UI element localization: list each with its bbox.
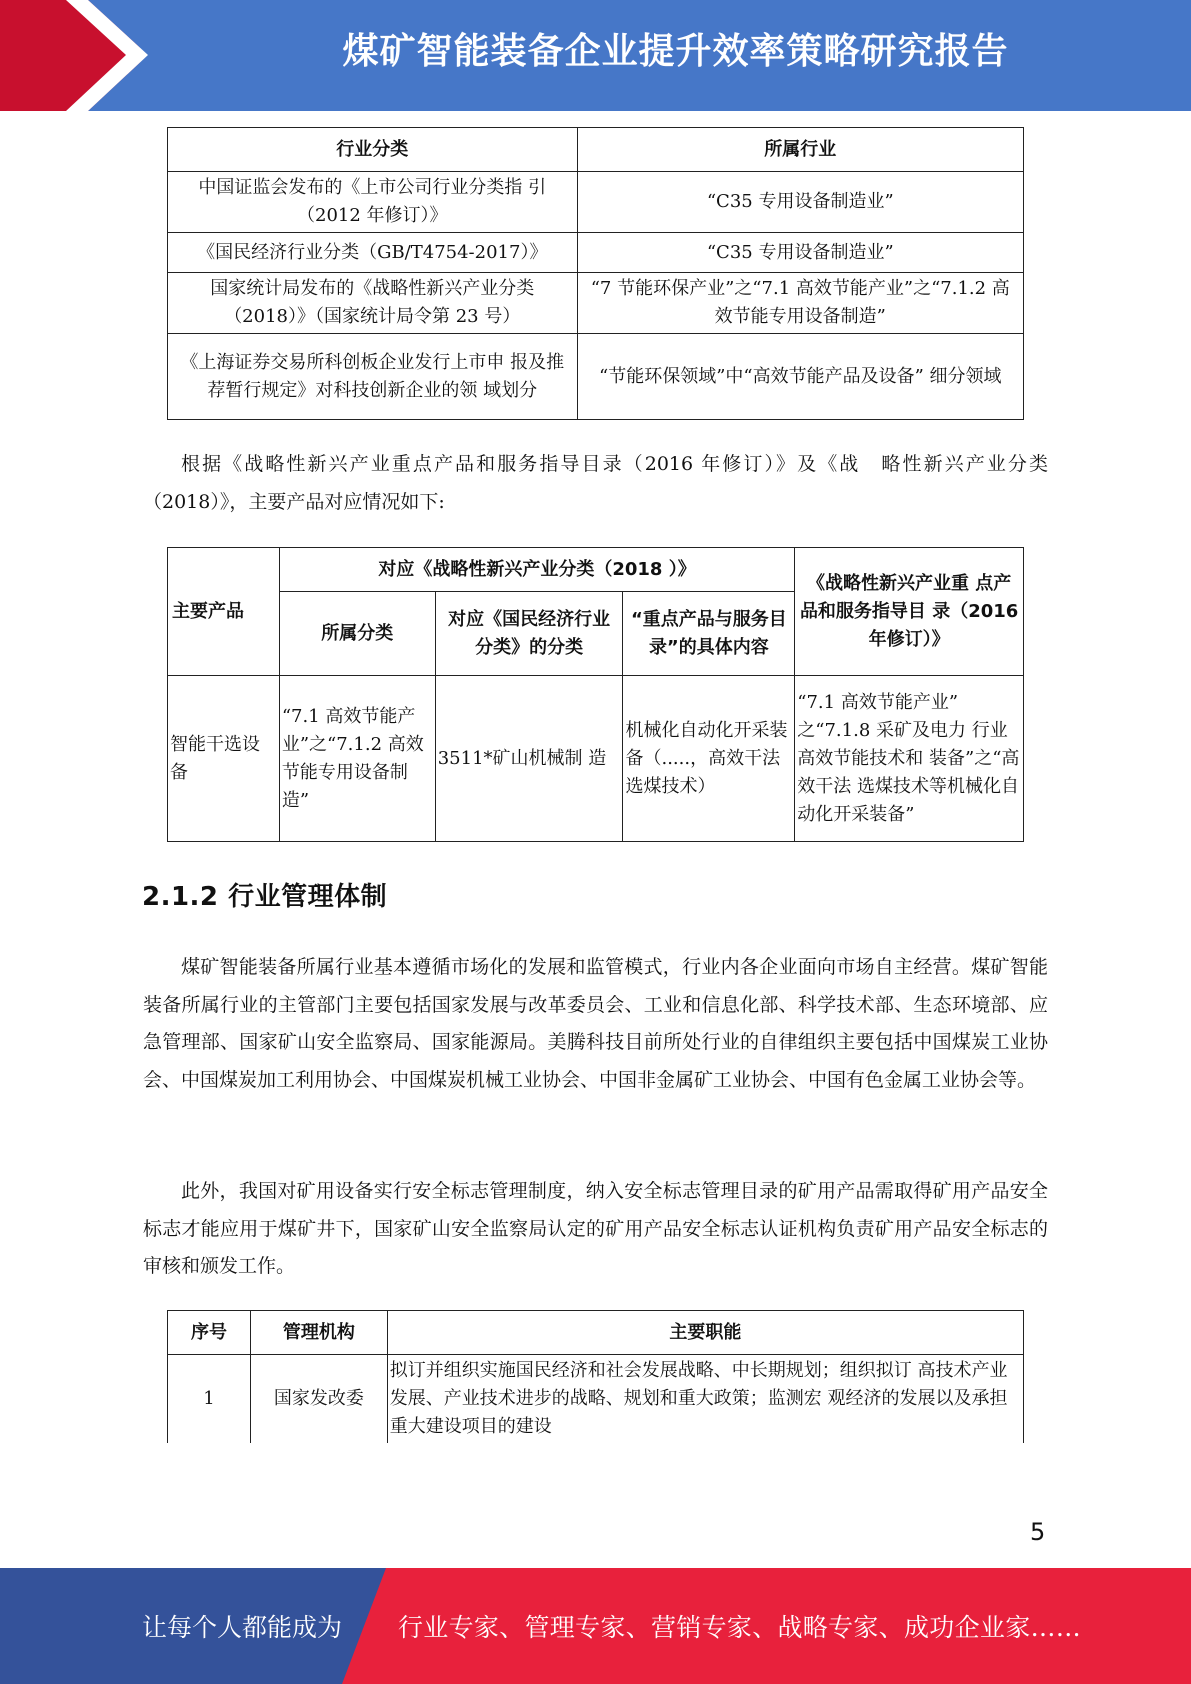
table-row xyxy=(168,676,1024,842)
table-row xyxy=(168,273,1024,334)
page-footer xyxy=(0,1568,1191,1684)
table-cell: 国家统计局发布的《战略性新兴产业分类（2018）》（国家统计局令第 23 号） xyxy=(168,273,578,334)
section-heading: 2.1.2 行业管理体制 xyxy=(142,882,388,912)
regulator-table xyxy=(167,1310,1024,1443)
table-cell: 《上海证券交易所科创板企业发行上市申 报及推荐暂行规定》对科技创新企业的领 域划分 xyxy=(168,334,578,420)
table-row xyxy=(168,1355,1024,1444)
table-cell: “7.1 高效节能产业”之“7.1.2 高效节能专用设备制造” xyxy=(279,676,435,842)
paragraph-intro: 根据《战略性新兴产业重点产品和服务指导目录（2016 年修订）》及《战 略性新兴产业分类（2018）》，主要产品对应情况如下: xyxy=(143,453,1048,513)
table-cell: 国家发改委 xyxy=(250,1355,387,1444)
table-header-cell: 主要产品 xyxy=(168,548,280,676)
table-cell: “节能环保领域”中“高效节能产品及设备” 细分领域 xyxy=(577,334,1023,420)
table-header-group-cell: 对应《战略性新兴产业分类（2018 ）》 xyxy=(279,548,794,592)
table-cell: “7.1 高效节能产业” 之“7.1.8 采矿及电力 行业高效节能技术和 装备”之“高效干法 选煤技术等机械化自 动化开采装备” xyxy=(795,676,1024,842)
table-row xyxy=(168,172,1024,233)
table-header-row xyxy=(168,548,1024,592)
table-header-row xyxy=(168,1311,1024,1355)
table-header-cell: 所属分类 xyxy=(279,592,435,676)
table-header-cell: 主要职能 xyxy=(387,1311,1023,1355)
table-cell: “C35 专用设备制造业” xyxy=(577,233,1023,273)
paragraph-safety: 此外，我国对矿用设备实行安全标志管理制度，纳入安全标志管理目录的矿用产品需取得矿用产品安全标志才能应用于煤矿井下，国家矿山安全监察局认定的矿用产品安全标志认证机构负责矿用产品安全标志的审核和颁发工作。 xyxy=(143,1180,1048,1277)
footer-slogan-right: 行业专家、管理专家、营销专家、战略专家、成功企业家…… xyxy=(398,1613,1082,1642)
table-cell: “7 节能环保产业”之“7.1 高效节能产业”之“7.1.2 高效节能专用设备制造” xyxy=(577,273,1023,334)
footer-slogan-left: 让每个人都能成为 xyxy=(142,1613,343,1642)
page-number: 5 xyxy=(1030,1518,1046,1546)
table-header-cell: “重点产品与服务目录”的具体内容 xyxy=(623,592,795,676)
table-cell: 中国证监会发布的《上市公司行业分类指 引（2012 年修订）》 xyxy=(168,172,578,233)
header-red-block xyxy=(0,0,140,111)
table-cell: “C35 专用设备制造业” xyxy=(577,172,1023,233)
table-row xyxy=(168,233,1024,273)
table-cell: 3511*矿山机械制 造 xyxy=(435,676,623,842)
report-title: 煤矿智能装备企业提升效率策略研究报告 xyxy=(342,31,1009,72)
table-header-cell: 《战略性新兴产业重 点产品和服务指导目 录（2016 年修订）》 xyxy=(795,548,1024,676)
table-row xyxy=(168,334,1024,420)
table-cell: 智能干选设备 xyxy=(168,676,280,842)
table-header-row xyxy=(168,128,1024,172)
table-header-cell: 对应《国民经济行业分类》的分类 xyxy=(435,592,623,676)
table-cell: 1 xyxy=(168,1355,251,1444)
product-mapping-table xyxy=(167,547,1024,842)
paragraph-management: 煤矿智能装备所属行业基本遵循市场化的发展和监管模式，行业内各企业面向市场自主经营。煤矿智能装备所属行业的主管部门主要包括国家发展与改革委员会、工业和信息化部、科学技术部、生态环境部、应急管理部、国家矿山安全监察局、国家能源局。美腾科技目前所处行业的自律组织主要包括中国煤炭工业协会、中国煤炭加工利用协会、中国煤炭机械工业协会、中国非金属矿工业协会、中国有色金属工业协会等。 xyxy=(143,956,1048,1091)
table-cell: 拟订并组织实施国民经济和社会发展战略、中长期规划；组织拟订 高技术产业发展、产业技术进步的战略、规划和重大政策；监测宏 观经济的发展以及承担重大建设项目的建设 xyxy=(387,1355,1023,1444)
industry-classification-table xyxy=(167,127,1024,420)
page-header xyxy=(0,0,1191,111)
table-header-cell: 所属行业 xyxy=(577,128,1023,172)
table-header-cell: 管理机构 xyxy=(250,1311,387,1355)
table-cell: 《国民经济行业分类（GB/T4754-2017）》 xyxy=(168,233,578,273)
table-header-cell: 序号 xyxy=(168,1311,251,1355)
table-cell: 机械化自动化开采装备（.....，高效干法选煤技术） xyxy=(623,676,795,842)
table-header-cell: 行业分类 xyxy=(168,128,578,172)
